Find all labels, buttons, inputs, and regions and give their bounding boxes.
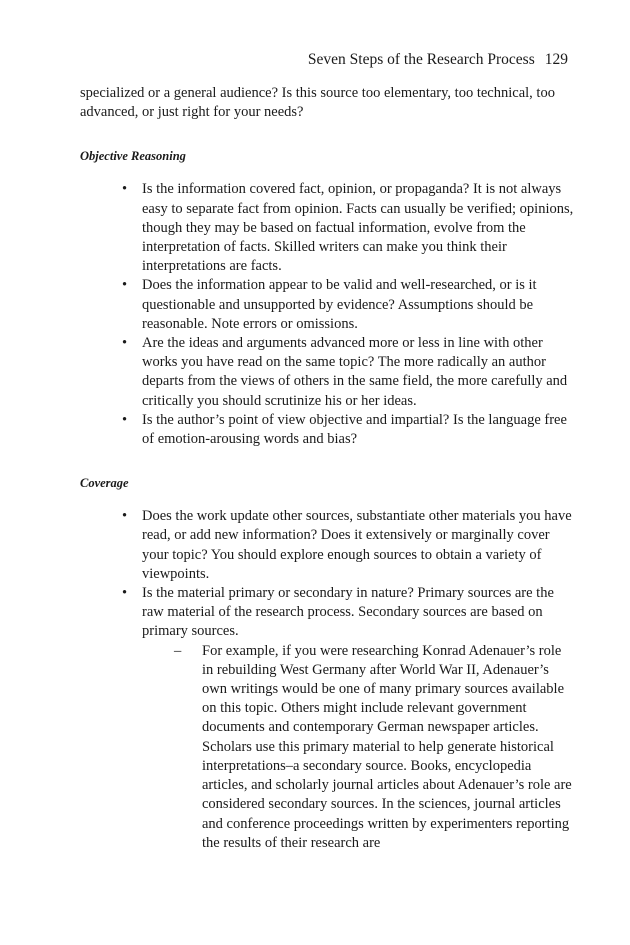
coverage-list — [80, 507, 576, 853]
bullet-item: • Is the author’s point of view objective and impartial? Is the language free of emotion-arousing words and bias? — [142, 411, 576, 449]
page-body — [80, 84, 576, 853]
objective-reasoning-list — [80, 180, 576, 449]
bullet-item-text: Is the material primary or secondary in nature? Primary sources are the raw material of the research process. Secondary sources are based on primary sources. — [142, 585, 554, 640]
running-title: Seven Steps of the Research Process — [307, 51, 535, 68]
dash-item: – For example, if you were researching Konrad Adenauer’s role in rebuilding West Germany after World War II, Adenauer’s own writings would be one of many primary sources available on this topic. Others might include relevant government documents and contemporary German newspaper articles. Scholars use this primary material to help generate historical interpretations–a secondary source. Books, encyclopedia articles, and scholarly journal articles about Adenauer’s role are considered secondary sources. In the sciences, journal articles and conference proceedings written by experimenters reporting the results of their research are — [202, 642, 576, 853]
page-number: 129 — [544, 51, 568, 68]
bullet-item: • Does the work update other sources, substantiate other materials you have read, or add new information? Does it extensively or marginally cover your topic? You should explore enough sources to obtain a variety of viewpoints. — [142, 507, 576, 584]
bullet-item: • Are the ideas and arguments advanced more or less in line with other works you have read on the same topic? The more radically an author departs from the views of others in the same field, the more carefully and critically you should scrutinize his or her ideas. — [142, 334, 576, 411]
coverage-sub-list — [142, 642, 576, 853]
running-header — [80, 50, 568, 70]
objective-reasoning-heading: Objective Reasoning — [80, 149, 186, 164]
bullet-item — [142, 584, 576, 853]
intro-paragraph: specialized or a general audience? Is this source too elementary, too technical, too advanced, or just right for your needs? — [80, 85, 555, 121]
bullet-item: • Does the information appear to be valid and well-researched, or is it questionable and unsupported by evidence? Assumptions should be reasonable. Note errors or omissions. — [142, 276, 576, 334]
coverage-heading: Coverage — [80, 476, 129, 491]
bullet-item: • Is the information covered fact, opinion, or propaganda? It is not always easy to separate fact from opinion. Facts can usually be verified; opinions, though they may be based on factual information, evolve from the interpretation of facts. Skilled writers can make you think their interpretations are facts. — [142, 180, 576, 276]
